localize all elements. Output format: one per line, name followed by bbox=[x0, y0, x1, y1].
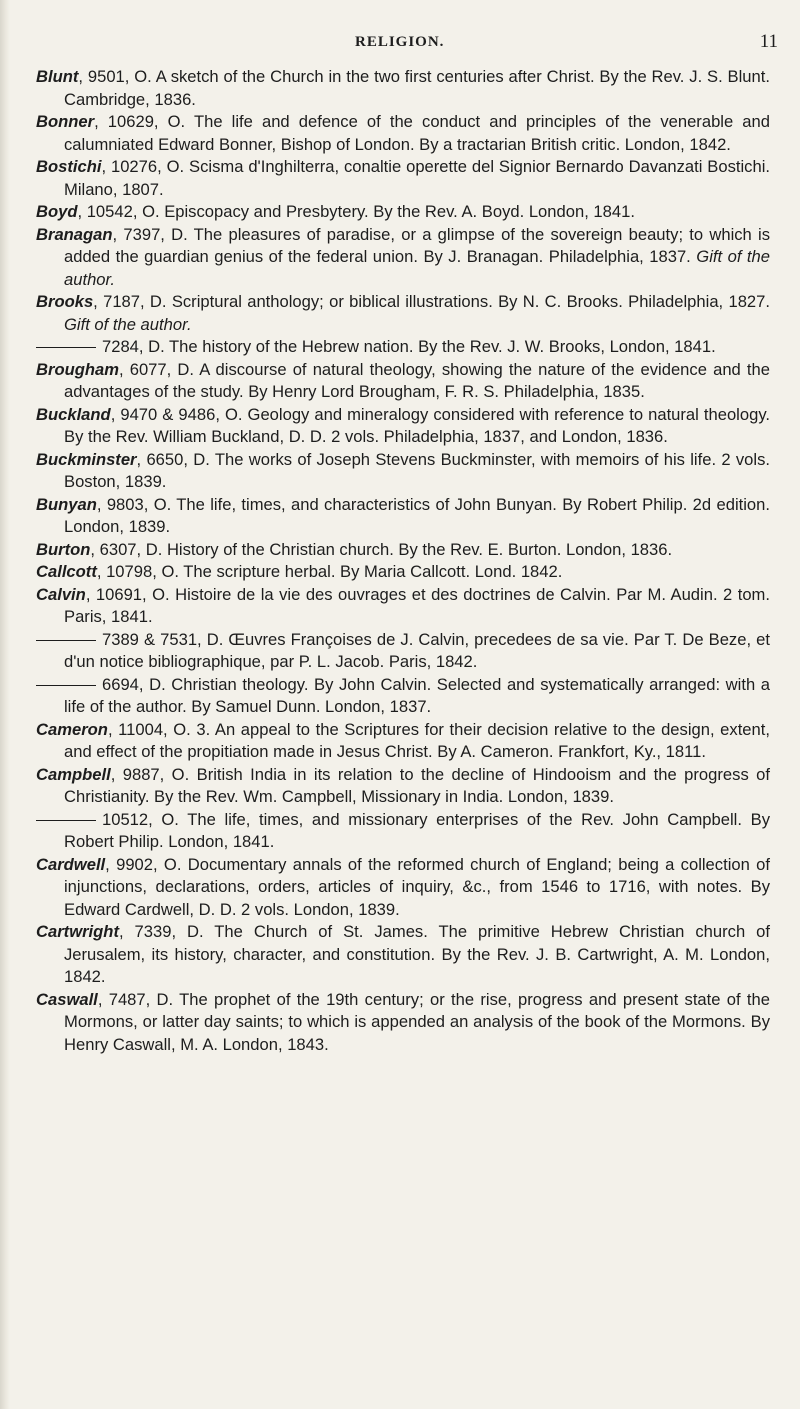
entry-text: , 7339, D. The Church of St. James. The primitive Hebrew Christian church of Jerusalem, its history, character, and constitution. By the Rev. J. B. Cartwright, A. M. London, 1842. bbox=[64, 922, 770, 986]
entry-author: Brooks bbox=[36, 292, 94, 311]
catalog-entry bbox=[36, 921, 770, 989]
catalog-entry bbox=[36, 494, 770, 539]
entry-author: Bonner bbox=[36, 112, 95, 131]
entry-author: Cartwright bbox=[36, 922, 119, 941]
entry-text: , 9902, O. Documentary annals of the reformed church of England; being a collection of injunctions, declarations, orders, articles of inquiry, &c., from 1546 to 1716, with notes. By Edward Cardwell, D. D. 2 vols. London, 1839. bbox=[64, 854, 770, 919]
catalog-entry bbox=[36, 561, 770, 584]
entry-text: , 6307, D. History of the Christian church. By the Rev. E. Burton. London, 1836. bbox=[90, 539, 673, 559]
entry-author: Callcott bbox=[36, 562, 97, 581]
entry-author: Boyd bbox=[36, 202, 78, 221]
entry-author: Buckland bbox=[36, 404, 111, 424]
catalog-entry bbox=[36, 224, 770, 292]
catalog-entry bbox=[36, 989, 770, 1057]
entry-author: Burton bbox=[36, 539, 91, 559]
entry-text: , 10542, O. Episcopacy and Presbytery. By the Rev. A. Boyd. London, 1841. bbox=[77, 202, 635, 221]
entry-author: Cardwell bbox=[36, 854, 106, 874]
entry-text: 7284, D. The history of the Hebrew nation. By the Rev. J. W. Brooks, London, 1841. bbox=[102, 337, 716, 356]
catalog-entry bbox=[36, 111, 770, 156]
entry-author: Campbell bbox=[36, 764, 111, 784]
page-binding-edge bbox=[0, 0, 10, 1409]
entry-author: Caswall bbox=[36, 989, 98, 1009]
page-number: 11 bbox=[759, 31, 778, 52]
entry-text: 7389 & 7531, D. Œuvres Françoises de J. Calvin, precedees de sa vie. Par T. De Beze, et d'un notice bibliographique, par P. L. Jacob. Paris, 1842. bbox=[64, 629, 770, 671]
catalog-entries bbox=[36, 66, 770, 1056]
catalog-entry bbox=[36, 539, 770, 562]
entry-text: , 10691, O. Histoire de la vie des ouvrages et des doctrines de Calvin. Par M. Audin. 2 tom. Paris, 1841. bbox=[64, 584, 770, 626]
catalog-entry bbox=[36, 449, 770, 494]
running-head: RELIGION. bbox=[355, 34, 445, 50]
entry-text: , 9887, O. British India in its relation to the decline of Hindooism and the progress of Christianity. By the Rev. Wm. Campbell, Missionary in India. London, 1839. bbox=[64, 764, 770, 806]
entry-text: 6694, D. Christian theology. By John Calvin. Selected and systematically arranged: with a life of the author. By Samuel Dunn. London, 1837. bbox=[64, 674, 770, 716]
catalog-entry bbox=[36, 764, 770, 809]
catalog-entry-continuation bbox=[36, 809, 770, 854]
catalog-entry bbox=[36, 359, 770, 404]
catalog-entry bbox=[36, 66, 770, 111]
entry-text: , 6650, D. The works of Joseph Stevens Buckminster, with memoirs of his life. 2 vols. Boston, 1839. bbox=[64, 449, 770, 491]
entry-text: , 7487, D. The prophet of the 19th century; or the rise, progress and present state of the Mormons, or latter day saints; to which is appended an analysis of the book of the Mormons. By Henry Caswall, M. A. London, 1843. bbox=[64, 989, 770, 1054]
ditto-dash bbox=[36, 685, 96, 686]
ditto-dash bbox=[36, 347, 96, 348]
entry-gift-note: Gift of the author. bbox=[64, 314, 192, 334]
catalog-entry bbox=[36, 719, 770, 764]
entry-text: , 6077, D. A discourse of natural theology, showing the nature of the evidence and the advantages of the study. By Henry Lord Brougham, F. R. S. Philadelphia, 1835. bbox=[64, 359, 770, 401]
entry-author: Branagan bbox=[36, 224, 113, 244]
catalog-entry bbox=[36, 584, 770, 629]
entry-text: , 10798, O. The scripture herbal. By Maria Callcott. Lond. 1842. bbox=[96, 562, 563, 581]
entry-author: Bunyan bbox=[36, 494, 97, 514]
catalog-entry bbox=[36, 404, 770, 449]
catalog-entry bbox=[36, 156, 770, 201]
entry-text: , 7397, D. The pleasures of paradise, or a glimpse of the sovereign beauty; to which is added the guardian genius of the federal union. By J. Branagan. Philadelphia, 1837. bbox=[64, 224, 770, 266]
entry-text: , 11004, O. 3. An appeal to the Scriptures for their decision relative to the design, extent, and effect of the propitiation made in Jesus Christ. By A. Cameron. Frankfort, Ky., 1811. bbox=[64, 719, 770, 761]
entry-text: , 9470 & 9486, O. Geology and mineralogy considered with reference to natural theology. By the Rev. William Buckland, D. D. 2 vols. Philadelphia, 1837, and London, 1836. bbox=[64, 404, 770, 446]
page-header bbox=[0, 28, 800, 58]
entry-text: , 10276, O. Scisma d'Inghilterra, conaltie operette del Signior Bernardo Davanzati Bostichi. Milano, 1807. bbox=[64, 157, 770, 199]
catalog-entry-continuation bbox=[36, 629, 770, 674]
entry-author: Calvin bbox=[36, 584, 86, 604]
entry-text: , 9501, O. A sketch of the Church in the two first centuries after Christ. By the Rev. J. S. Blunt. Cambridge, 1836. bbox=[64, 67, 770, 109]
catalog-entry bbox=[36, 291, 770, 336]
ditto-dash bbox=[36, 820, 96, 821]
catalog-entry bbox=[36, 201, 770, 224]
entry-text: , 7187, D. Scriptural anthology; or biblical illustrations. By N. C. Brooks. Philadelphia, 1827. bbox=[93, 292, 770, 311]
entry-author: Bostichi bbox=[36, 157, 102, 176]
entry-text: , 10629, O. The life and defence of the conduct and principles of the venerable and calumniated Edward Bonner, Bishop of London. By a tractarian British critic. London, 1842. bbox=[64, 112, 770, 154]
entry-author: Brougham bbox=[36, 359, 119, 379]
entry-author: Cameron bbox=[36, 719, 108, 739]
entry-author: Blunt bbox=[36, 67, 79, 86]
entry-text: , 9803, O. The life, times, and characteristics of John Bunyan. By Robert Philip. 2d edition. London, 1839. bbox=[64, 494, 770, 536]
ditto-dash bbox=[36, 640, 96, 641]
entry-gift-note: Gift of the author. bbox=[64, 247, 770, 289]
entry-author: Buckminster bbox=[36, 449, 137, 469]
entry-text: 10512, O. The life, times, and missionary enterprises of the Rev. John Campbell. By Robert Philip. London, 1841. bbox=[64, 809, 770, 851]
catalog-entry-continuation bbox=[36, 674, 770, 719]
catalog-entry-continuation bbox=[36, 336, 770, 359]
catalog-entry bbox=[36, 854, 770, 922]
